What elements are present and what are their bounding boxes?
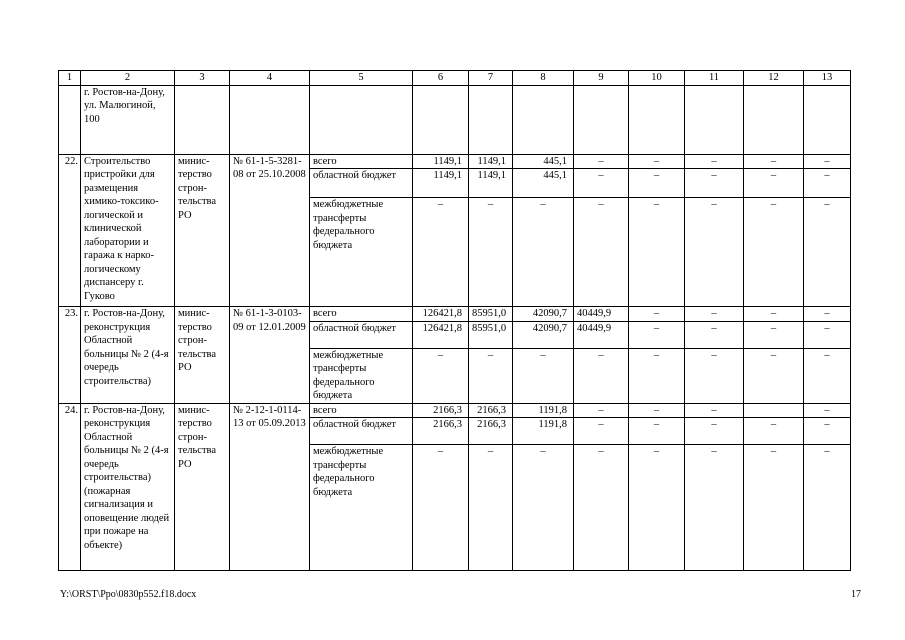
row-number-cell: 24. xyxy=(59,403,81,571)
funding-source-cell: областной бюджет xyxy=(310,418,413,445)
value-cell: – xyxy=(574,154,629,169)
value-cell: – xyxy=(629,321,685,348)
value-cell: – xyxy=(685,321,744,348)
value-cell: 2166,3 xyxy=(469,403,513,418)
value-cell: – xyxy=(744,307,804,322)
document-cell: № 61-1-5-3281-08 от 25.10.2008 xyxy=(230,154,310,307)
value-cell: – xyxy=(574,169,629,198)
funding-source-cell: всего xyxy=(310,154,413,169)
value-cell: – xyxy=(574,445,629,571)
row-number-cell xyxy=(59,85,81,154)
value-cell: 1149,1 xyxy=(413,154,469,169)
value-cell xyxy=(744,403,804,418)
value-cell: – xyxy=(513,198,574,307)
value-cell: 445,1 xyxy=(513,154,574,169)
value-cell: 126421,8 xyxy=(413,321,469,348)
col-header: 3 xyxy=(175,71,230,86)
value-cell: – xyxy=(685,445,744,571)
value-cell: – xyxy=(413,445,469,571)
value-cell: – xyxy=(685,348,744,403)
value-cell: – xyxy=(744,418,804,445)
col-header: 8 xyxy=(513,71,574,86)
value-cell: – xyxy=(804,169,851,198)
funding-source-cell: межбюджетные трансферты федерального бюджета xyxy=(310,445,413,571)
value-cell: – xyxy=(513,445,574,571)
value-cell: – xyxy=(685,154,744,169)
value-cell: – xyxy=(629,169,685,198)
value-cell: – xyxy=(804,403,851,418)
ministry-cell: минис-терство строн-тельства РО xyxy=(175,307,230,404)
col-header: 10 xyxy=(629,71,685,86)
document-cell: № 61-1-3-0103-09 от 12.01.2009 xyxy=(230,307,310,404)
value-cell: 2166,3 xyxy=(413,418,469,445)
table-row xyxy=(59,403,851,418)
value-cell: – xyxy=(469,198,513,307)
funding-source-cell: областной бюджет xyxy=(310,169,413,198)
document-cell: № 2-12-1-0114-13 от 05.09.2013 xyxy=(230,403,310,571)
value-cell: 1149,1 xyxy=(413,169,469,198)
col-header: 11 xyxy=(685,71,744,86)
ministry-cell: минис-терство строн-тельства РО xyxy=(175,403,230,571)
value-cell: – xyxy=(744,198,804,307)
object-name-cell: Строительство пристройки для размещения химико-токсико-логической и клинической лаборатории и гаража к нарко-логическому диспансеру г. Гуково xyxy=(81,154,175,307)
col-header: 2 xyxy=(81,71,175,86)
continuation-row xyxy=(59,85,851,154)
value-cell: – xyxy=(574,403,629,418)
value-cell: – xyxy=(804,198,851,307)
row-number-cell: 22. xyxy=(59,154,81,307)
table-body xyxy=(59,154,851,571)
col-header: 7 xyxy=(469,71,513,86)
funding-source-cell: областной бюджет xyxy=(310,321,413,348)
value-cell: 40449,9 xyxy=(574,321,629,348)
value-cell: – xyxy=(804,307,851,322)
col-header: 4 xyxy=(230,71,310,86)
col-header: 5 xyxy=(310,71,413,86)
value-cell: 85951,0 xyxy=(469,307,513,322)
table-row xyxy=(59,154,851,169)
col-header: 9 xyxy=(574,71,629,86)
value-cell: – xyxy=(629,445,685,571)
document-path: Y:\ORST\Ppo\0830p552.f18.docx xyxy=(60,589,197,600)
value-cell: – xyxy=(629,418,685,445)
funding-source-cell: всего xyxy=(310,403,413,418)
value-cell: – xyxy=(685,169,744,198)
funding-source-cell: межбюджетные трансферты федерального бюджета xyxy=(310,198,413,307)
col-header: 1 xyxy=(59,71,81,86)
value-cell: – xyxy=(744,445,804,571)
value-cell: – xyxy=(413,348,469,403)
object-name-cell: г. Ростов-на-Дону, ул. Малюгиной, 100 xyxy=(81,85,175,154)
value-cell: – xyxy=(685,403,744,418)
object-name-cell: г. Ростов-на-Дону, реконструкция Областной больницы № 2 (4-я очередь строительства) xyxy=(81,307,175,404)
value-cell: 445,1 xyxy=(513,169,574,198)
funding-source-cell: всего xyxy=(310,307,413,322)
value-cell: 42090,7 xyxy=(513,307,574,322)
value-cell: – xyxy=(685,418,744,445)
value-cell: – xyxy=(804,418,851,445)
value-cell: – xyxy=(413,198,469,307)
value-cell: – xyxy=(804,348,851,403)
value-cell: 2166,3 xyxy=(413,403,469,418)
col-header: 12 xyxy=(744,71,804,86)
table-row xyxy=(59,307,851,322)
value-cell: 1191,8 xyxy=(513,403,574,418)
value-cell: – xyxy=(513,348,574,403)
value-cell: – xyxy=(574,348,629,403)
value-cell: – xyxy=(804,321,851,348)
value-cell: – xyxy=(574,198,629,307)
value-cell: – xyxy=(629,348,685,403)
value-cell: 40449,9 xyxy=(574,307,629,322)
row-number-cell: 23. xyxy=(59,307,81,404)
column-number-row xyxy=(59,71,851,86)
funding-source-cell: межбюджетные трансферты федерального бюджета xyxy=(310,348,413,403)
value-cell: – xyxy=(744,169,804,198)
value-cell: – xyxy=(744,321,804,348)
program-table xyxy=(58,70,851,571)
value-cell: 1149,1 xyxy=(469,169,513,198)
value-cell: 1191,8 xyxy=(513,418,574,445)
value-cell: – xyxy=(629,403,685,418)
value-cell: – xyxy=(629,198,685,307)
value-cell: – xyxy=(744,154,804,169)
value-cell: – xyxy=(744,348,804,403)
page-number: 17 xyxy=(851,589,861,600)
col-header: 13 xyxy=(804,71,851,86)
value-cell: – xyxy=(804,154,851,169)
value-cell: 2166,3 xyxy=(469,418,513,445)
value-cell: – xyxy=(629,154,685,169)
value-cell: 126421,8 xyxy=(413,307,469,322)
ministry-cell: минис-терство строн-тельства РО xyxy=(175,154,230,307)
value-cell: – xyxy=(574,418,629,445)
value-cell: 1149,1 xyxy=(469,154,513,169)
value-cell: 42090,7 xyxy=(513,321,574,348)
value-cell: – xyxy=(685,307,744,322)
value-cell: – xyxy=(469,348,513,403)
object-name-cell: г. Ростов-на-Дону, реконструкция Областной больницы № 2 (4-я очередь строительства) (пожарная сигнализация и оповещение людей при пожаре на объекте) xyxy=(81,403,175,571)
value-cell: – xyxy=(629,307,685,322)
value-cell: – xyxy=(469,445,513,571)
col-header: 6 xyxy=(413,71,469,86)
value-cell: – xyxy=(685,198,744,307)
value-cell: 85951,0 xyxy=(469,321,513,348)
value-cell: – xyxy=(804,445,851,571)
